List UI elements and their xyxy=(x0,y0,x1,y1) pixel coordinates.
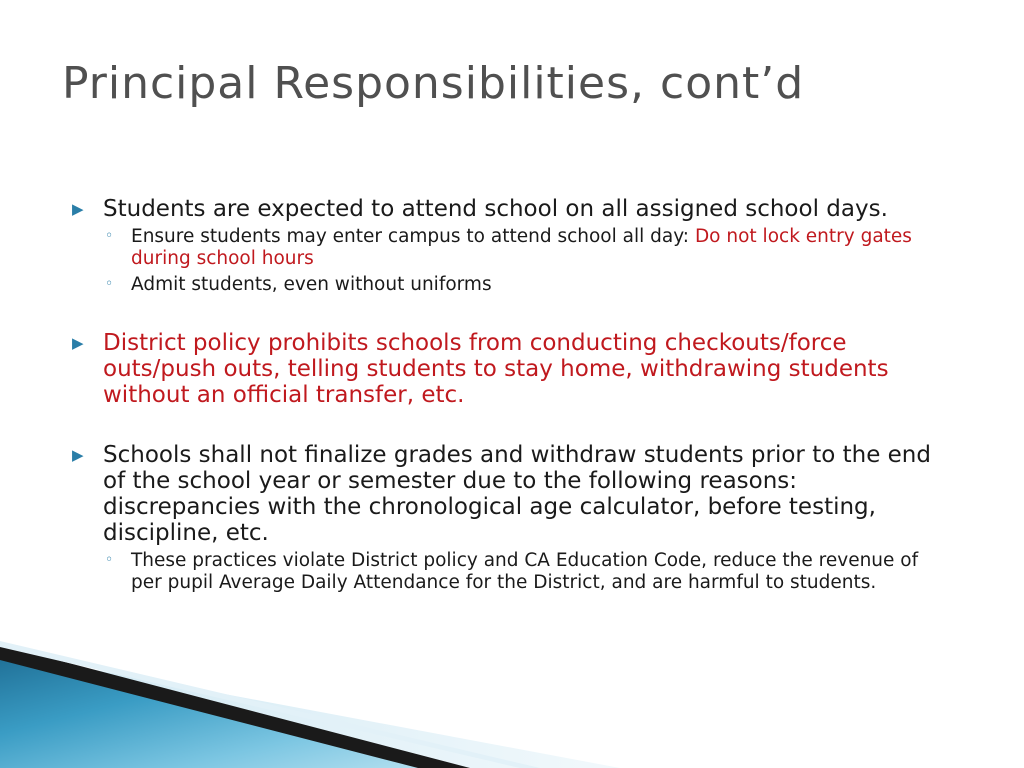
triangle-right-icon: ▶ xyxy=(72,200,84,218)
triangle-right-icon: ▶ xyxy=(72,334,84,352)
bullet-text: Students are expected to attend school on all assigned school days. xyxy=(103,196,888,222)
sub-bullet-text: These practices violate District policy and CA Education Code, reduce the revenue of per pupil Average Daily Attendance for the District, and are harmful to students. xyxy=(131,550,919,593)
bullet-text: District policy prohibits schools from conducting checkouts/force outs/push outs, telling students to stay home, withdrawing students without an official transfer, etc. xyxy=(103,330,889,408)
sub-bullet-text: Ensure students may enter campus to attend school all day: xyxy=(131,226,695,247)
circle-outline-icon: ◦ xyxy=(105,228,114,244)
sub-bullet-text: Admit students, even without uniforms xyxy=(131,274,492,295)
circle-outline-icon: ◦ xyxy=(105,552,114,568)
circle-outline-icon: ◦ xyxy=(105,276,114,292)
slide-title: Principal Responsibilities, cont’d xyxy=(62,58,805,109)
bullet-text: Schools shall not finalize grades and withdraw students prior to the end of the school year or semester due to the following reasons: discrepancies with the chronological age calculator, before testing, discipline, etc. xyxy=(103,442,931,546)
sub-bullet-highlight: Do not lock entry gates during school hours xyxy=(131,226,912,269)
triangle-right-icon: ▶ xyxy=(72,446,84,464)
